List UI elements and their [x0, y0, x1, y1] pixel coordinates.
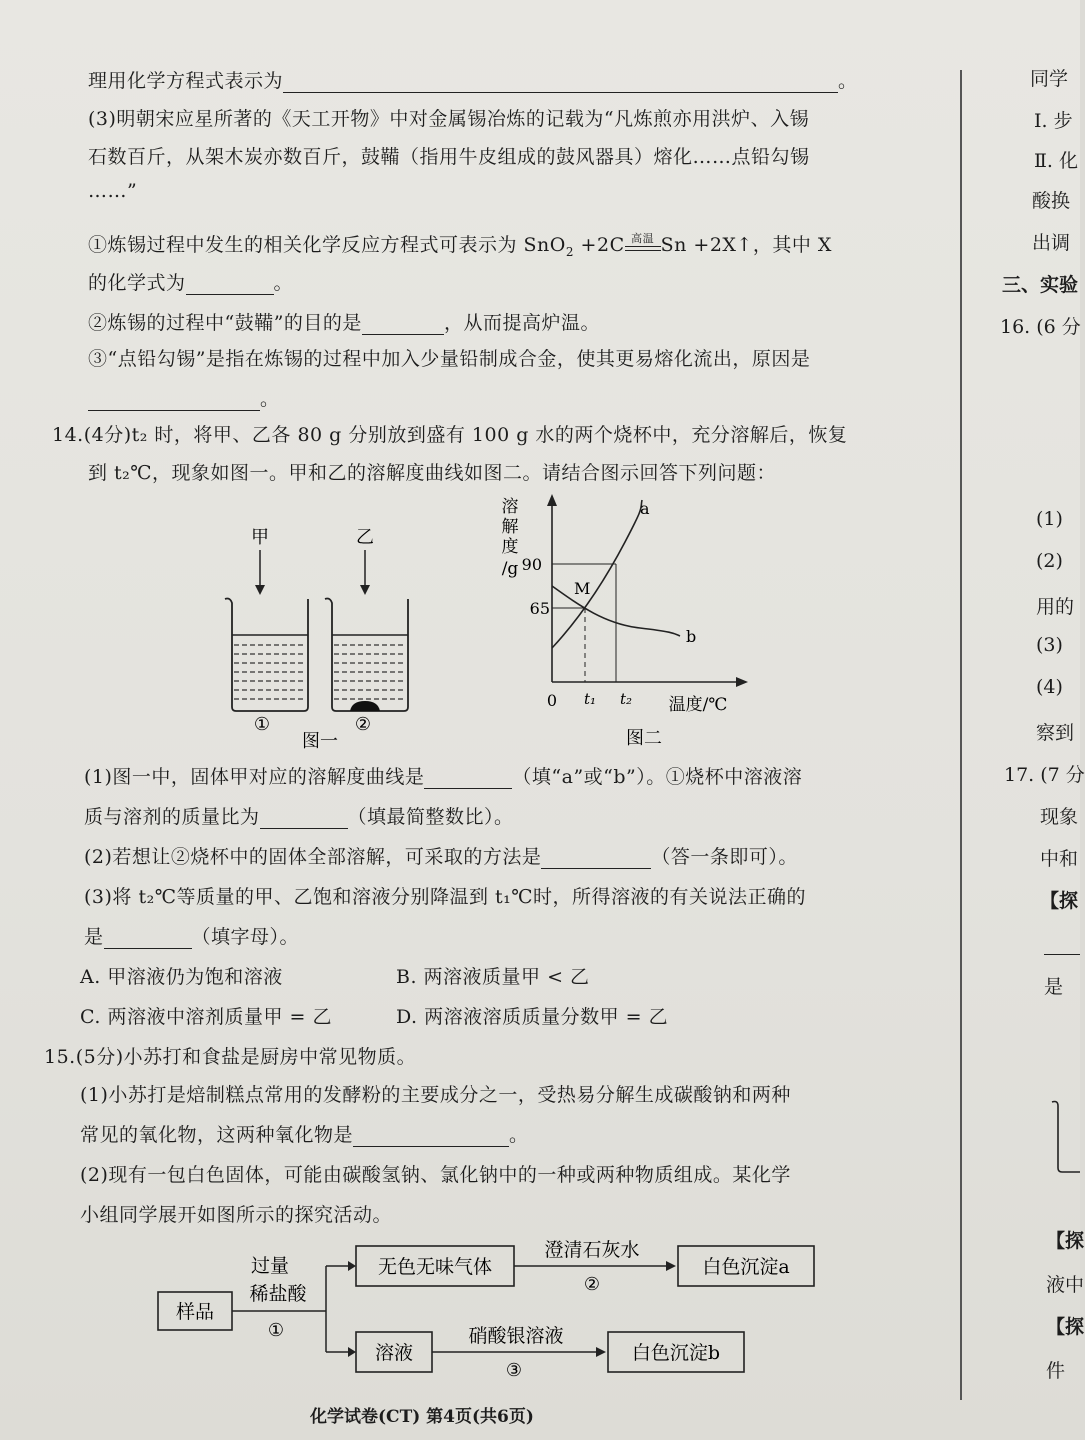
q14-text: （填字母）。	[191, 926, 300, 948]
answer-blank[interactable]	[362, 314, 444, 335]
beaker-two	[325, 599, 408, 712]
right-col-text: 【探	[1040, 890, 1079, 912]
beaker-one	[225, 599, 308, 712]
right-col-text: (3)	[1036, 634, 1063, 656]
reagent-limewater: 澄清石灰水	[544, 1239, 640, 1261]
q14-text: （答一条即可）。	[651, 846, 798, 868]
xlabel: 温度/℃	[668, 695, 728, 715]
ylabel-char: 度	[501, 537, 519, 557]
arrowhead-jia	[255, 585, 265, 595]
figure-two-caption: 图二	[626, 728, 662, 749]
q13-sub2-text: ②炼锡的过程中“鼓鞴”的目的是	[88, 312, 362, 334]
q13-sub1-text: ①炼锡过程中发生的相关化学反应方程式可表示为 SnO	[88, 234, 566, 256]
equals-sign	[625, 246, 661, 251]
precipitate-b-label: 白色沉淀b	[631, 1342, 721, 1364]
q14-text: （填“a”或“b”）。①烧杯中溶液溶	[512, 766, 803, 788]
answer-blank[interactable]	[260, 808, 348, 829]
q15-part2-line1: (2)现有一包白色固体，可能由碳酸氢钠、氯化钠中的一种或两种物质组成。某化学	[80, 1164, 791, 1186]
q14-text: (1)图一中，固体甲对应的溶解度曲线是	[84, 766, 425, 788]
answer-blank[interactable]	[1044, 940, 1080, 955]
right-col-question: 16. (6 分	[1000, 316, 1081, 338]
right-col-text: 用的	[1036, 596, 1075, 618]
label-jia: 甲	[251, 527, 269, 548]
q13-text: 。	[838, 70, 858, 92]
point-m-label: M	[574, 579, 591, 598]
arrowhead	[348, 1347, 356, 1357]
q14-part1-line2	[84, 802, 514, 829]
q13-sub1-text: Sn +2X↑，其中 X	[660, 234, 832, 256]
option-c: C. 两溶液中溶剂质量甲 = 乙	[80, 1006, 332, 1028]
right-col-text: Ⅰ. 步	[1034, 110, 1073, 132]
option-a: A. 甲溶液仍为饱和溶液	[80, 966, 283, 988]
experiment-flow-diagram	[150, 1230, 840, 1390]
answer-blank[interactable]	[353, 1126, 509, 1147]
tick-65: 65	[529, 599, 550, 618]
reagent-excess: 过量	[250, 1255, 290, 1277]
beaker-icon	[1050, 1098, 1080, 1178]
reaction-condition	[625, 232, 661, 251]
right-col-text: 中和	[1040, 848, 1079, 870]
arrowhead	[596, 1347, 606, 1357]
q13-sub1-text: +2C	[574, 234, 625, 256]
right-col-text: 出调	[1032, 232, 1071, 254]
arrowhead	[666, 1261, 676, 1271]
beaker-one-label: ①	[253, 714, 271, 735]
q13-sub3-text: 。	[260, 388, 280, 410]
q14-text: （填最简整数比）。	[347, 806, 514, 828]
step-two-label: ②	[583, 1274, 601, 1295]
formula-subscript: 2	[565, 244, 575, 259]
q13-part3-line2: 石数百斤，从架木炭亦数百斤，鼓鞴（指用牛皮组成的鼓风器具）熔化……点铅勾锡	[88, 146, 810, 168]
q15-text: 常见的氧化物，这两种氧化物是	[80, 1124, 354, 1146]
q15-stem: 15.(5分)小苏打和食盐是厨房中常见物质。	[44, 1046, 417, 1068]
undissolved-solid	[350, 701, 380, 711]
q13-sub2	[88, 308, 600, 335]
q14-text: 是	[84, 926, 104, 948]
right-col-text: 件	[1046, 1360, 1066, 1382]
q13-part3-line1: (3)明朝宋应星所著的《天工开物》中对金属锡冶炼的记载为“凡炼煎亦用洪炉、入锡	[88, 108, 810, 130]
x-axis-arrow	[736, 677, 748, 687]
q15-part1-line1: (1)小苏打是焙制糕点常用的发酵粉的主要成分之一，受热易分解生成碳酸钠和两种	[80, 1084, 791, 1106]
q13-sub1-line2	[88, 268, 293, 295]
page-footer: 化学试卷(CT) 第4页(共6页)	[310, 1407, 534, 1427]
right-col-text: (4)	[1036, 676, 1063, 698]
figure-one-beakers	[210, 515, 430, 755]
solution-label: 溶液	[374, 1342, 414, 1364]
y-axis-arrow	[547, 494, 557, 506]
right-col-text: 【探	[1046, 1230, 1085, 1252]
column-divider	[960, 70, 962, 1400]
q15-part2-line2: 小组同学展开如图所示的探究活动。	[80, 1204, 393, 1226]
answer-blank[interactable]	[186, 274, 274, 295]
curve-a-label: a	[640, 499, 650, 518]
q13-sub1-line1	[88, 230, 832, 259]
precipitate-a-label: 白色沉淀a	[702, 1256, 790, 1278]
arrowhead	[348, 1261, 356, 1271]
right-col-text: 是	[1044, 976, 1064, 998]
right-col-text: Ⅱ. 化	[1034, 150, 1078, 172]
right-col-text: (1)	[1036, 508, 1063, 530]
q13-text: 理用化学方程式表示为	[88, 70, 284, 92]
answer-blank[interactable]	[541, 848, 651, 869]
option-b: B. 两溶液质量甲 < 乙	[396, 966, 590, 988]
right-col-text: 同学	[1030, 68, 1069, 90]
q14-text: (2)若想让②烧杯中的固体全部溶解，可采取的方法是	[84, 846, 542, 868]
step-one-label: ①	[267, 1320, 285, 1341]
answer-blank[interactable]	[104, 928, 192, 949]
q15-part1-line2	[80, 1120, 529, 1147]
right-col-section: 三、实验	[1002, 274, 1079, 296]
q15-text: 。	[509, 1124, 529, 1146]
condition-label: 高温	[631, 232, 655, 245]
q13-sub2-text: ，从而提高炉温。	[443, 312, 600, 334]
q14-stem-line2: 到 t₂℃，现象如图一。甲和乙的溶解度曲线如图二。请结合图示回答下列问题：	[88, 462, 777, 484]
option-d: D. 两溶液溶质质量分数甲 = 乙	[396, 1006, 669, 1028]
q14-text: 质与溶剂的质量比为	[84, 806, 260, 828]
q13-sub3-line2	[88, 384, 280, 411]
q14-part1-line1	[84, 762, 802, 789]
ylabel-char: 溶	[501, 497, 519, 517]
tick-90: 90	[521, 555, 542, 574]
q14-part3-line1: (3)将 t₂℃等质量的甲、乙饱和溶液分别降温到 t₁℃时，所得溶液的有关说法正确的	[84, 886, 807, 908]
q13-line1	[88, 66, 858, 93]
right-col-text: 现象	[1040, 806, 1079, 828]
label-yi: 乙	[356, 527, 374, 548]
q13-sub3-line1: ③“点铅勾锡”是指在炼锡的过程中加入少量铅制成合金，使其更易熔化流出，原因是	[88, 348, 811, 370]
tick-t2: t₂	[619, 690, 633, 708]
right-col-text: 酸换	[1032, 190, 1071, 212]
answer-blank[interactable]	[424, 768, 512, 789]
answer-blank[interactable]	[283, 72, 838, 93]
q13-sub1-text: 的化学式为	[88, 272, 186, 294]
ylabel-char: 解	[501, 517, 519, 537]
q13-part3-line3: ……”	[88, 180, 138, 202]
tick-t1: t₁	[583, 690, 597, 708]
right-col-text: 液中	[1046, 1274, 1085, 1296]
arrowhead-yi	[360, 585, 370, 595]
answer-blank[interactable]	[88, 390, 260, 411]
reagent-hcl: 稀盐酸	[249, 1283, 307, 1305]
ylabel-char: /g	[501, 559, 519, 579]
right-col-text: 【探	[1046, 1316, 1085, 1338]
gas-label: 无色无味气体	[377, 1256, 493, 1278]
origin-label: 0	[546, 691, 558, 710]
q14-part3-line2	[84, 922, 299, 949]
right-col-text: (2)	[1036, 550, 1063, 572]
q14-stem-line1: 14.(4分)t₂ 时，将甲、乙各 80 g 分别放到盛有 100 g 水的两个烧杯中，充分溶解后，恢复	[52, 424, 848, 446]
right-col-text: 察到	[1036, 722, 1075, 744]
beaker-two-label: ②	[354, 714, 372, 735]
right-col-question: 17. (7 分	[1004, 764, 1085, 786]
figure-one-caption: 图一	[302, 731, 338, 752]
q13-sub1-text: 。	[273, 272, 294, 294]
q14-part2	[84, 842, 798, 869]
sample-label: 样品	[175, 1301, 215, 1323]
figure-two-solubility-chart	[490, 490, 760, 755]
step-three-label: ③	[505, 1360, 523, 1381]
curve-b-label: b	[686, 627, 697, 646]
reagent-silver-nitrate: 硝酸银溶液	[468, 1325, 564, 1347]
